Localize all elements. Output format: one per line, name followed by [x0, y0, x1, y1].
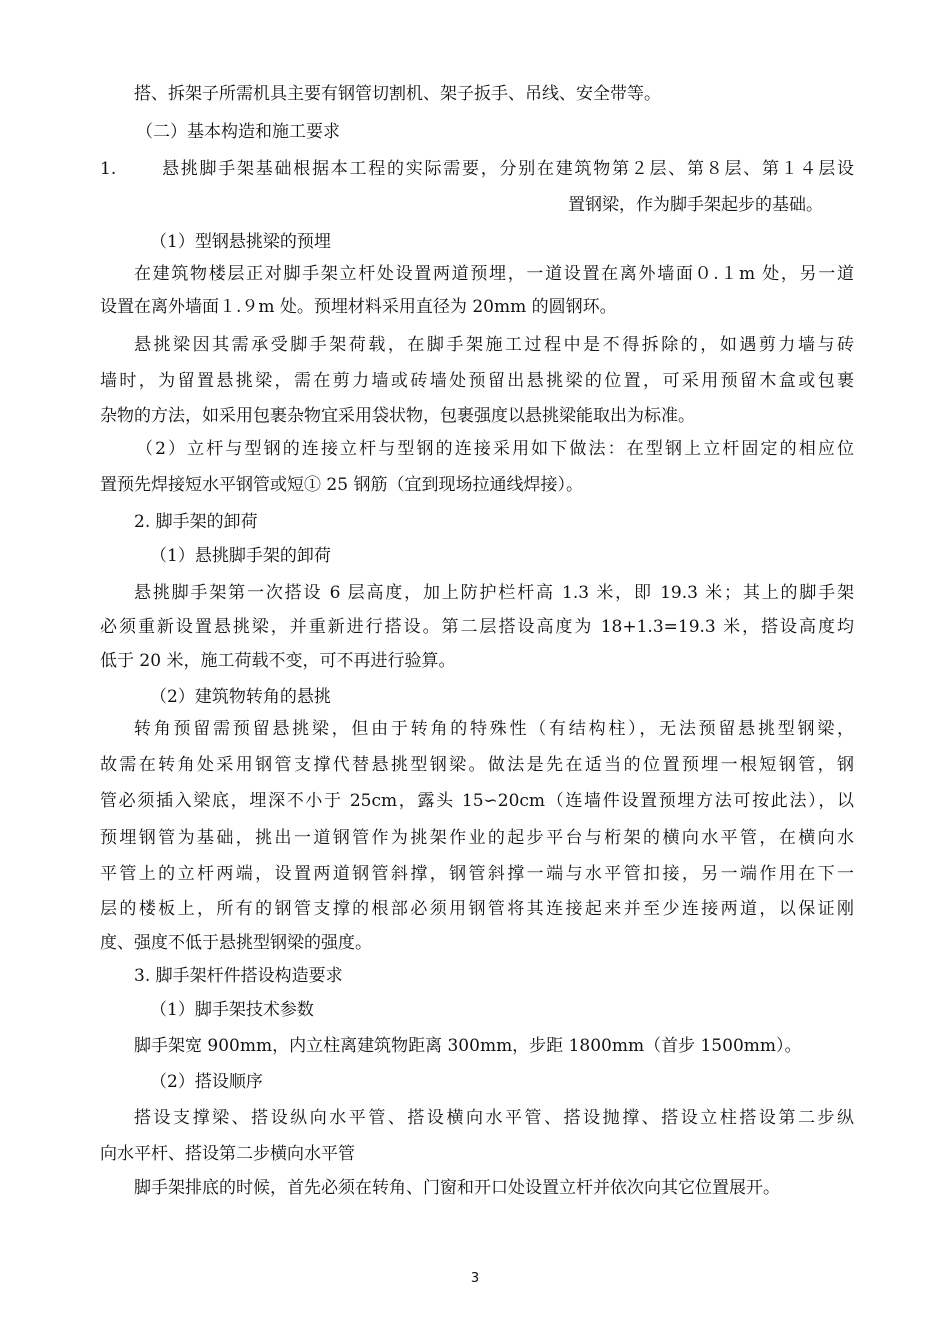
- text-line: 层的楼板上，所有的钢管支撑的根部必须用钢管将其连接起来并至少连接两道，以保证刚: [100, 899, 854, 919]
- text-line: 墙时，为留置悬挑梁，需在剪力墙或砖墙处预留出悬挑梁的位置，可采用预留木盒或包裹: [100, 371, 854, 391]
- text-line: （2）立杆与型钢的连接立杆与型钢的连接采用如下做法：在型钢上立杆固定的相应位: [136, 439, 854, 459]
- text-line: 预埋钢管为基础，挑出一道钢管作为挑架作业的起步平台与桁架的横向水平管，在横向水: [100, 828, 854, 848]
- text-line: 杂物的方法，如采用包裹杂物宜采用袋状物，包裹强度以悬挑梁能取出为标准。: [100, 406, 695, 426]
- text-line: 转角预留需预留悬挑梁，但由于转角的特殊性（有结构柱），无法预留悬挑型钢梁，: [134, 719, 854, 739]
- subheading: （1）悬挑脚手架的卸荷: [150, 546, 331, 566]
- text-line: 搭设支撑梁、搭设纵向水平管、搭设横向水平管、搭设抛撑、搭设立柱搭设第二步纵: [134, 1108, 854, 1128]
- subheading: （2）搭设顺序: [150, 1072, 263, 1092]
- text-line: 悬挑脚手架基础根据本工程的实际需要，分别在建筑物第２层、第８层、第１４层设: [162, 159, 854, 179]
- text-line: 脚手架排底的时候，首先必须在转角、门窗和开口处设置立杆并依次向其它位置展开。: [134, 1178, 780, 1198]
- text-line: 置钢梁，作为脚手架起步的基础。: [568, 195, 823, 215]
- text-line: 平管上的立杆两端，设置两道钢管斜撑，钢管斜撑一端与水平管扣接，另一端作用在下一: [100, 864, 854, 884]
- section-heading: 3. 脚手架杆件搭设构造要求: [134, 966, 343, 986]
- subheading: （1）脚手架技术参数: [150, 1000, 314, 1020]
- text-line: 置预先焊接短水平钢管或短① 25 钢筋（宜到现场拉通线焊接）。: [100, 475, 583, 495]
- text-line: 故需在转角处采用钢管支撑代替悬挑型钢梁。做法是先在适当的位置预埋一根短钢管，钢: [100, 755, 854, 775]
- subheading: （2）建筑物转角的悬挑: [150, 687, 331, 707]
- text-line: 悬挑脚手架第一次搭设 6 层高度，加上防护栏杆高 1.3 米，即 19.3 米；其上的脚手架: [134, 583, 854, 603]
- text-line: 在建筑物楼层正对脚手架立杆处设置两道预埋，一道设置在离外墙面０.１m 处，另一道: [134, 264, 854, 284]
- text-line: 脚手架宽 900mm，内立柱离建筑物距离 300mm，步距 1800mm（首步 1500mm）。: [134, 1036, 802, 1056]
- section-heading: （二）基本构造和施工要求: [136, 122, 340, 142]
- text-line: 悬挑梁因其需承受脚手架荷载，在脚手架施工过程中是不得拆除的，如遇剪力墙与砖: [134, 335, 854, 355]
- list-number: 1.: [100, 159, 117, 179]
- text-line: 度、强度不低于悬挑型钢梁的强度。: [100, 933, 372, 953]
- subheading: （1）型钢悬挑梁的预埋: [150, 232, 331, 252]
- text-line: 低于 20 米，施工荷载不变，可不再进行验算。: [100, 651, 456, 671]
- text-line: 设置在离外墙面１.９m 处。预埋材料采用直径为 20mm 的圆钢环。: [100, 297, 617, 317]
- text-line: 搭、拆架子所需机具主要有钢管切割机、架子扳手、吊线、安全带等。: [134, 84, 661, 104]
- text-line: 向水平杆、搭设第二步横向水平管: [100, 1144, 355, 1164]
- section-heading: 2. 脚手架的卸荷: [134, 512, 258, 532]
- text-line: 必须重新设置悬挑梁，并重新进行搭设。第二层搭设高度为 18+1.3=19.3 米，搭设高度均: [100, 617, 854, 637]
- text-line: 管必须插入梁底，埋深不小于 25cm，露头 15∽20cm（连墙件设置预埋方法可按此法），以: [100, 791, 854, 811]
- page-number: 3: [470, 1271, 480, 1286]
